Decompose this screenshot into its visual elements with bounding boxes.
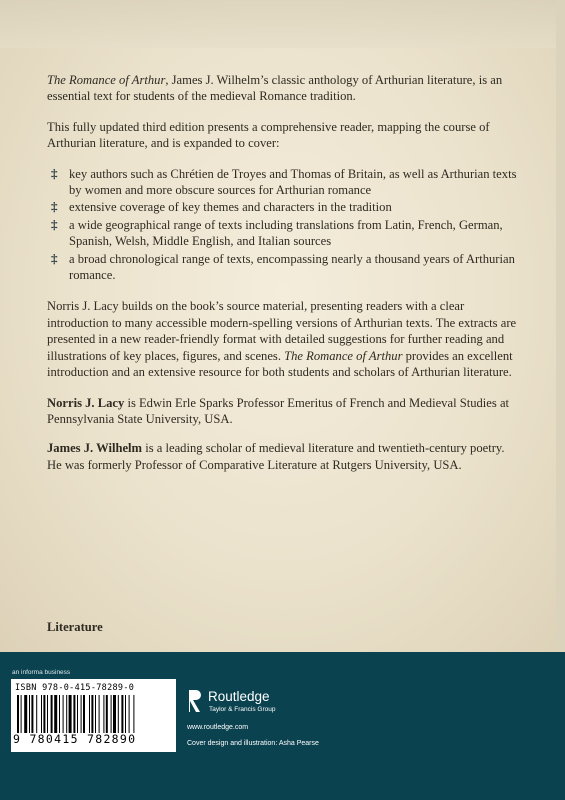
list-item: ‡ extensive coverage of key themes and characters in the tradition (51, 199, 392, 215)
author-name: Norris J. Lacy (47, 395, 125, 410)
blurb-content (47, 72, 517, 486)
list-item: ‡ key authors such as Chrétien de Troyes and Thomas of Britain, as well as Arthurian texts by women and more obscure sources for Arthurian romance (51, 165, 517, 198)
double-dagger-icon: ‡ (51, 199, 58, 215)
author-bio: James J. Wilhelm is a leading scholar of medieval literature and twentieth-century poetry. He was formerly Professor of Comparative Literature at Rutgers University, USA. (47, 441, 505, 472)
cover-credit: Cover design and illustration: Asha Pearse (187, 740, 319, 747)
publisher-footer (0, 652, 565, 800)
author-name: James J. Wilhelm (47, 441, 143, 456)
subject-category: Literature (47, 620, 103, 634)
isbn-number: ISBN 978-0-415-78289-0 (15, 683, 135, 693)
feature-list (47, 166, 517, 284)
isbn-barcode (11, 679, 176, 752)
publisher-name: Routledge (208, 689, 270, 704)
publisher-group: Taylor & Francis Group (209, 706, 276, 713)
description-paragraph: Norris J. Lacy builds on the book’s source material, presenting readers with a clear introduction to many accessible modern-spelling versions of Arthurian texts. The extracts are presented in a new reader-friendly format with detailed suggestions for further reading and illustrations of key places, figures, and scenes. The Romance of Arthur provides an excellent introduction and an extensive resource for both students and scholars of Arthurian literature. (47, 299, 517, 380)
double-dagger-icon: ‡ (51, 165, 58, 181)
barcode-icon (15, 695, 172, 733)
author-bio: Norris J. Lacy is Edwin Erle Sparks Professor Emeritus of French and Medieval Studies at Pennsylvania State University, USA. (47, 395, 510, 426)
book-title: The Romance of Arthur (284, 348, 403, 363)
double-dagger-icon: ‡ (51, 250, 58, 266)
edition-paragraph: This fully updated third edition presents a comprehensive reader, mapping the course of Arthurian literature, and is expanded to cover: (47, 119, 490, 151)
barcode-digits: 9 780415 782890 (13, 732, 137, 746)
spine-edge (556, 0, 565, 652)
double-dagger-icon: ‡ (51, 216, 58, 232)
publisher-website: www.routledge.com (187, 724, 249, 731)
book-title: The Romance of Arthur (47, 73, 166, 87)
top-band (0, 0, 565, 48)
list-item: ‡ a broad chronological range of texts, encompassing nearly a thousand years of Arthurian romance. (51, 250, 515, 283)
informa-tagline: an informa business (12, 669, 71, 676)
intro-paragraph: The Romance of Arthur, James J. Wilhelm’s classic anthology of Arthurian literature, is an essential text for students of the medieval Romance tradition. (47, 73, 503, 104)
routledge-logo-icon (187, 688, 203, 714)
list-item: ‡ a wide geographical range of texts including translations from Latin, French, German, Spanish, Welsh, Middle English, and Italian sources (51, 216, 503, 249)
